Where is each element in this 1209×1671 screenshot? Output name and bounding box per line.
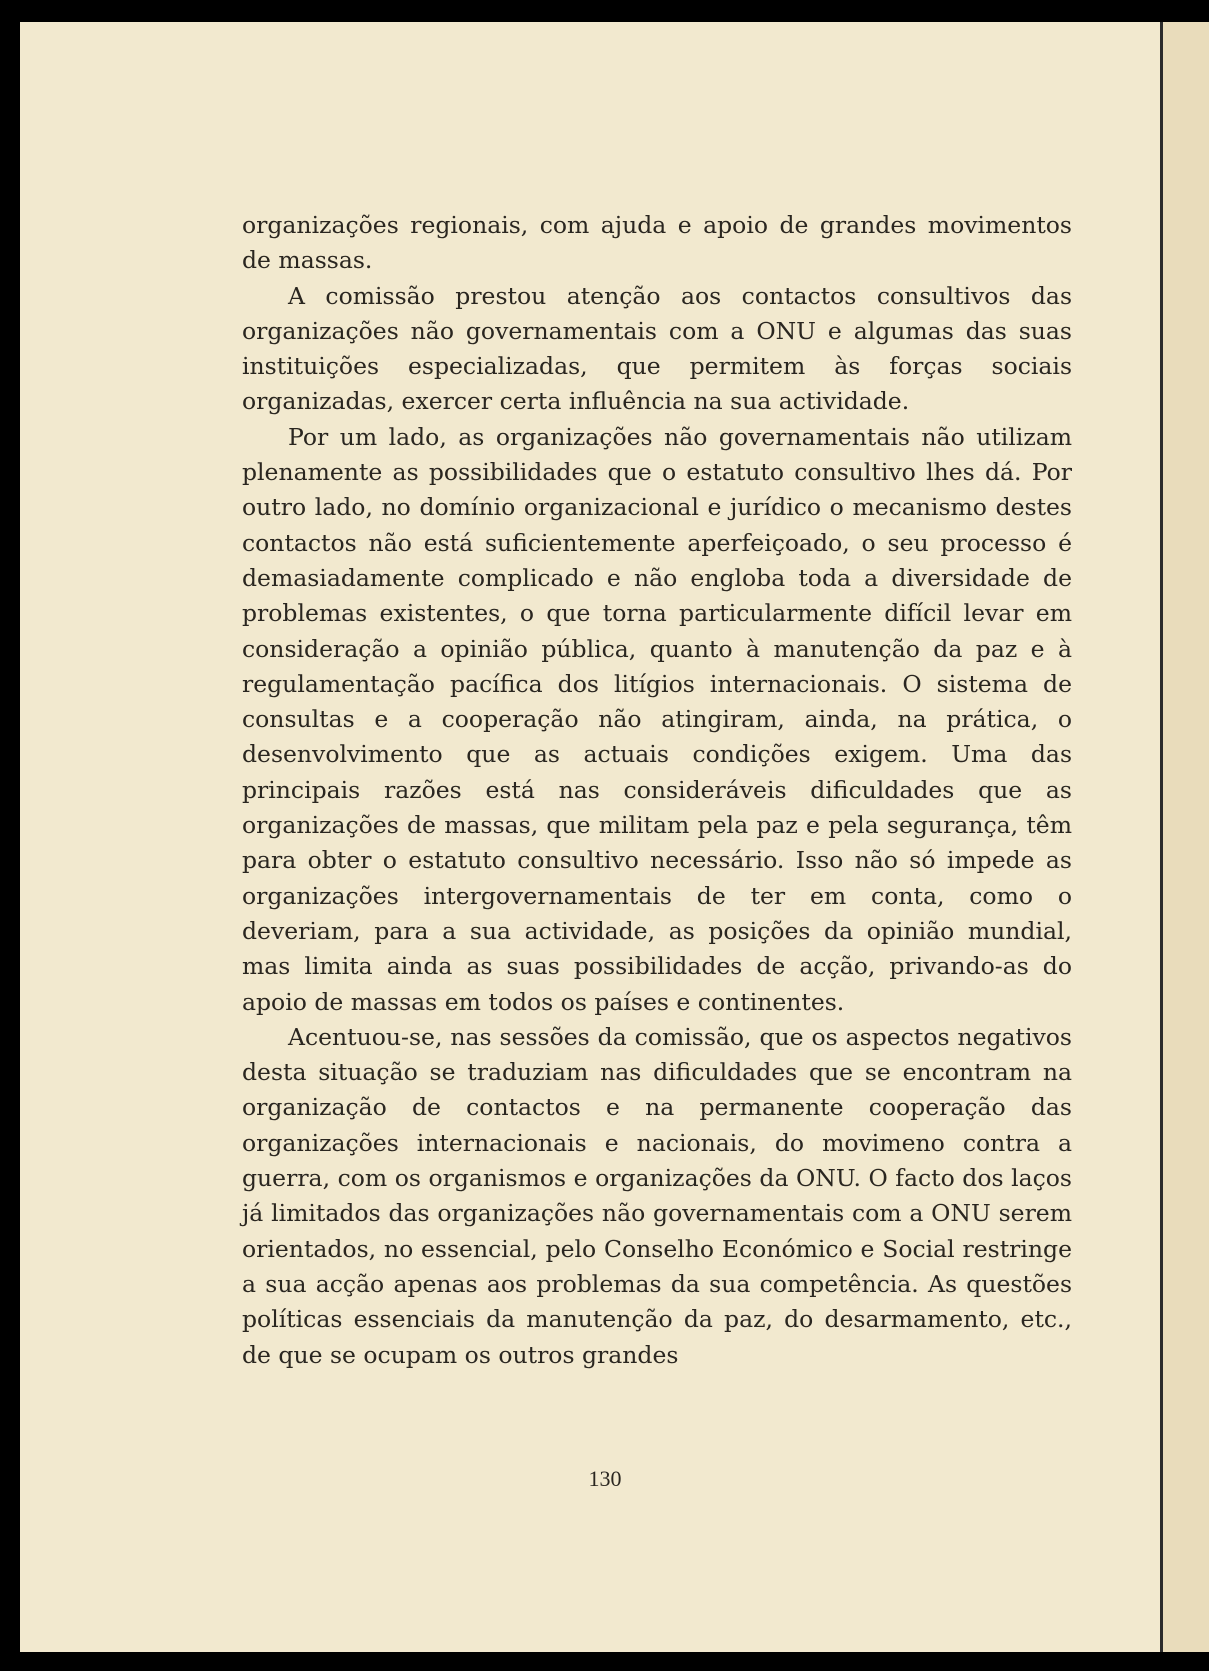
paragraph: Por um lado, as organizações não governamentais não utilizam plenamente as possibilidades que o estatuto consultivo lhes dá. Por outro lado, no domínio organizacional e jurídico o mecanismo destes contactos não está suficientemente aperfeiçoado, o seu processo é demasiadamente complicado e não engloba toda a diversidade de problemas existentes, o que torna particularmente difícil levar em consideração a opinião pública, quanto à manutenção da paz e à regulamentação pacífica dos litígios internacionais. O sistema de consultas e a cooperação não atingiram, ainda, na prática, o desenvolvimento que as actuais condições exigem. Uma das principais razões está nas consideráveis dificuldades que as organizações de massas, que militam pela paz e pela segurança, têm para obter o estatuto consultivo necessário. Isso não só impede as organizações intergovernamentais de ter em conta, como o deveriam, para a sua actividade, as posições da opinião mundial, mas limita ainda as suas possibilidades de acção, privando-as do apoio de massas em todos os países e continentes. [242,422,1072,1016]
book-page [20,22,1160,1652]
paragraph-continuation: organizações regionais, com ajuda e apoio de grandes movimentos de massas. [242,211,1072,275]
page-number: 130 [588,1466,622,1491]
body-text [242,208,1072,1373]
paragraph: Acentuou-se, nas sessões da comissão, que os aspectos negativos desta situação se traduziam nas dificuldades que se encontram na organização de contactos e na permanente cooperação das organizações internacionais e nacionais, do movimeno contra a guerra, com os organismos e organizações da ONU. O facto dos laços já limitados das organizações não governamentais com a ONU serem orientados, no essencial, pelo Conselho Económico e Social restringe a sua acção apenas aos problemas da sua competência. As questões políticas essenciais da manutenção da paz, do desarmamento, etc., de que se ocupam os outros grandes [242,1022,1072,1369]
page-number-container [20,1466,1160,1492]
paragraph: A comissão prestou atenção aos contactos consultivos das organizações não governamentais com a ONU e algumas das suas instituições especializadas, que permitem às forças sociais organizadas, exercer certa influência na sua actividade. [242,281,1072,416]
adjacent-page-edge [1160,22,1209,1652]
